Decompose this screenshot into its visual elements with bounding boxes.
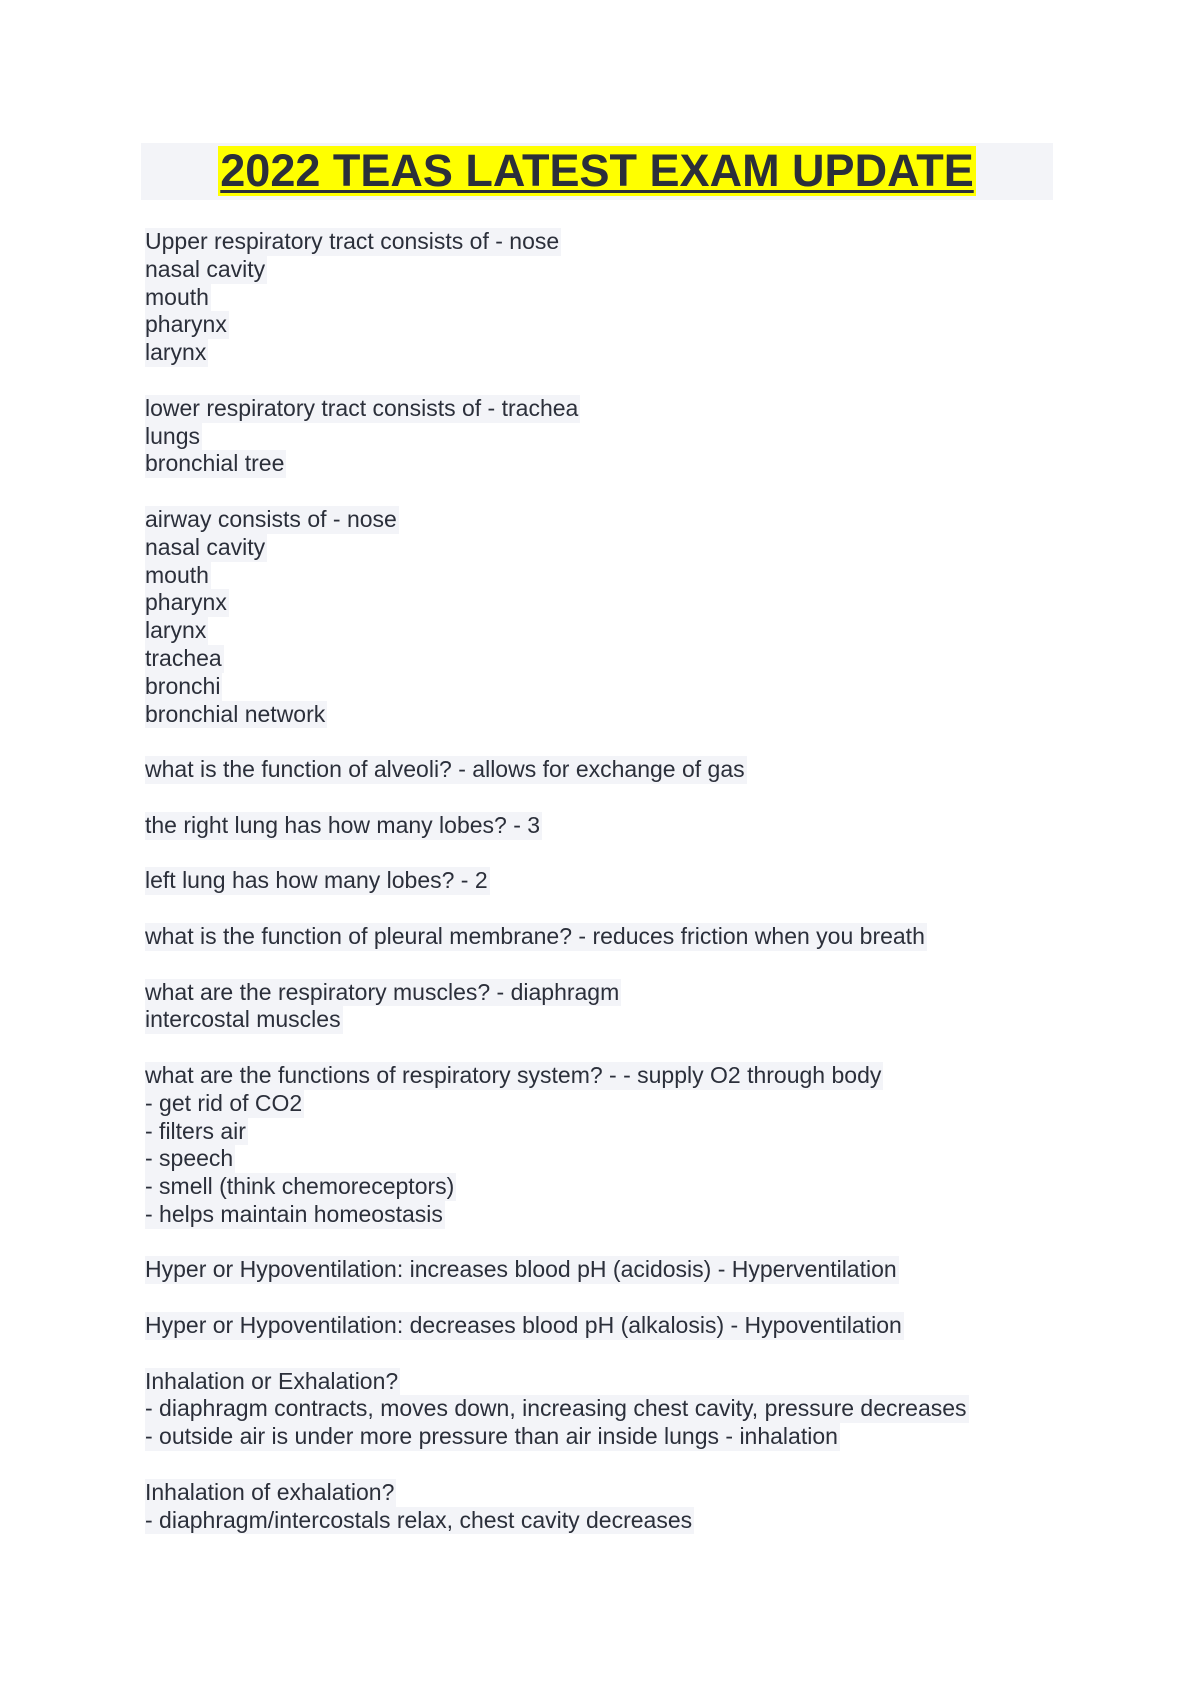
flashcard-block — [145, 756, 1065, 784]
flashcard-answer-line: - get rid of CO2 — [145, 1089, 303, 1116]
flashcard-answer-line: - speech — [145, 1145, 234, 1172]
flashcard-answer-line: pharynx — [145, 311, 227, 338]
flashcard-block — [145, 923, 1065, 951]
flashcard-block — [145, 506, 1065, 728]
flashcard-block — [145, 1256, 1065, 1284]
flashcard-block — [145, 1479, 1065, 1535]
flashcard-answer-line: mouth — [145, 561, 209, 588]
flashcard-answer-line: mouth — [145, 283, 209, 310]
flashcard-question-line: what are the functions of respiratory system? - - supply O2 through body — [145, 1061, 882, 1088]
flashcard-question-line: what is the function of alveoli? - allows for exchange of gas — [145, 756, 745, 783]
flashcard-answer-line: trachea — [145, 644, 222, 671]
flashcard-answer-line: - diaphragm/intercostals relax, chest cavity decreases — [145, 1506, 693, 1533]
flashcard-question-line: Inhalation or Exhalation? — [145, 1367, 399, 1394]
flashcard-answer-line: nasal cavity — [145, 533, 266, 560]
document-title: 2022 TEAS LATEST EXAM UPDATE — [220, 145, 974, 196]
flashcard-answer-line: larynx — [145, 339, 207, 366]
flashcard-answer-line: larynx — [145, 617, 207, 644]
flashcard-answer-line: - smell (think chemoreceptors) — [145, 1173, 455, 1200]
flashcard-question-line: Inhalation of exhalation? — [145, 1478, 395, 1505]
flashcard-question-line: lower respiratory tract consists of - trachea — [145, 394, 579, 421]
flashcard-question-line: airway consists of - nose — [145, 505, 397, 532]
flashcard-question-line: what are the respiratory muscles? - diaphragm — [145, 978, 620, 1005]
flashcard-block — [145, 1062, 1065, 1229]
flashcard-answer-line: bronchi — [145, 672, 221, 699]
flashcard-question-line: Upper respiratory tract consists of - nose — [145, 228, 560, 254]
flashcard-question-line: Hyper or Hypoventilation: increases blood pH (acidosis) - Hyperventilation — [145, 1256, 897, 1283]
flashcard-answer-line: bronchial tree — [145, 450, 285, 477]
flashcard-question-line: what is the function of pleural membrane? - reduces friction when you breath — [145, 922, 925, 949]
flashcard-answer-line: - outside air is under more pressure than air inside lungs - inhalation — [145, 1423, 838, 1450]
flashcard-question-line: Hyper or Hypoventilation: decreases blood pH (alkalosis) - Hypoventilation — [145, 1312, 902, 1339]
flashcard-answer-line: lungs — [145, 422, 200, 449]
flashcard-block — [145, 228, 1065, 367]
flashcard-block — [145, 1312, 1065, 1340]
flashcard-answer-line: intercostal muscles — [145, 1006, 341, 1033]
flashcard-answer-line: bronchial network — [145, 700, 326, 727]
flashcard-block — [145, 395, 1065, 478]
flashcard-answer-line: - diaphragm contracts, moves down, increasing chest cavity, pressure decreases — [145, 1395, 967, 1422]
flashcard-block — [145, 812, 1065, 840]
flashcard-block — [145, 867, 1065, 895]
document-title-band — [141, 143, 1053, 200]
flashcard-block — [145, 979, 1065, 1035]
flashcard-answer-line: - helps maintain homeostasis — [145, 1200, 443, 1227]
flashcard-answer-line: - filters air — [145, 1117, 246, 1144]
flashcard-answer-line: nasal cavity — [145, 255, 266, 282]
flashcard-block — [145, 1368, 1065, 1451]
document-body — [145, 228, 1065, 1562]
flashcard-answer-line: pharynx — [145, 589, 227, 616]
flashcard-question-line: the right lung has how many lobes? - 3 — [145, 811, 541, 838]
flashcard-question-line: left lung has how many lobes? - 2 — [145, 867, 488, 894]
